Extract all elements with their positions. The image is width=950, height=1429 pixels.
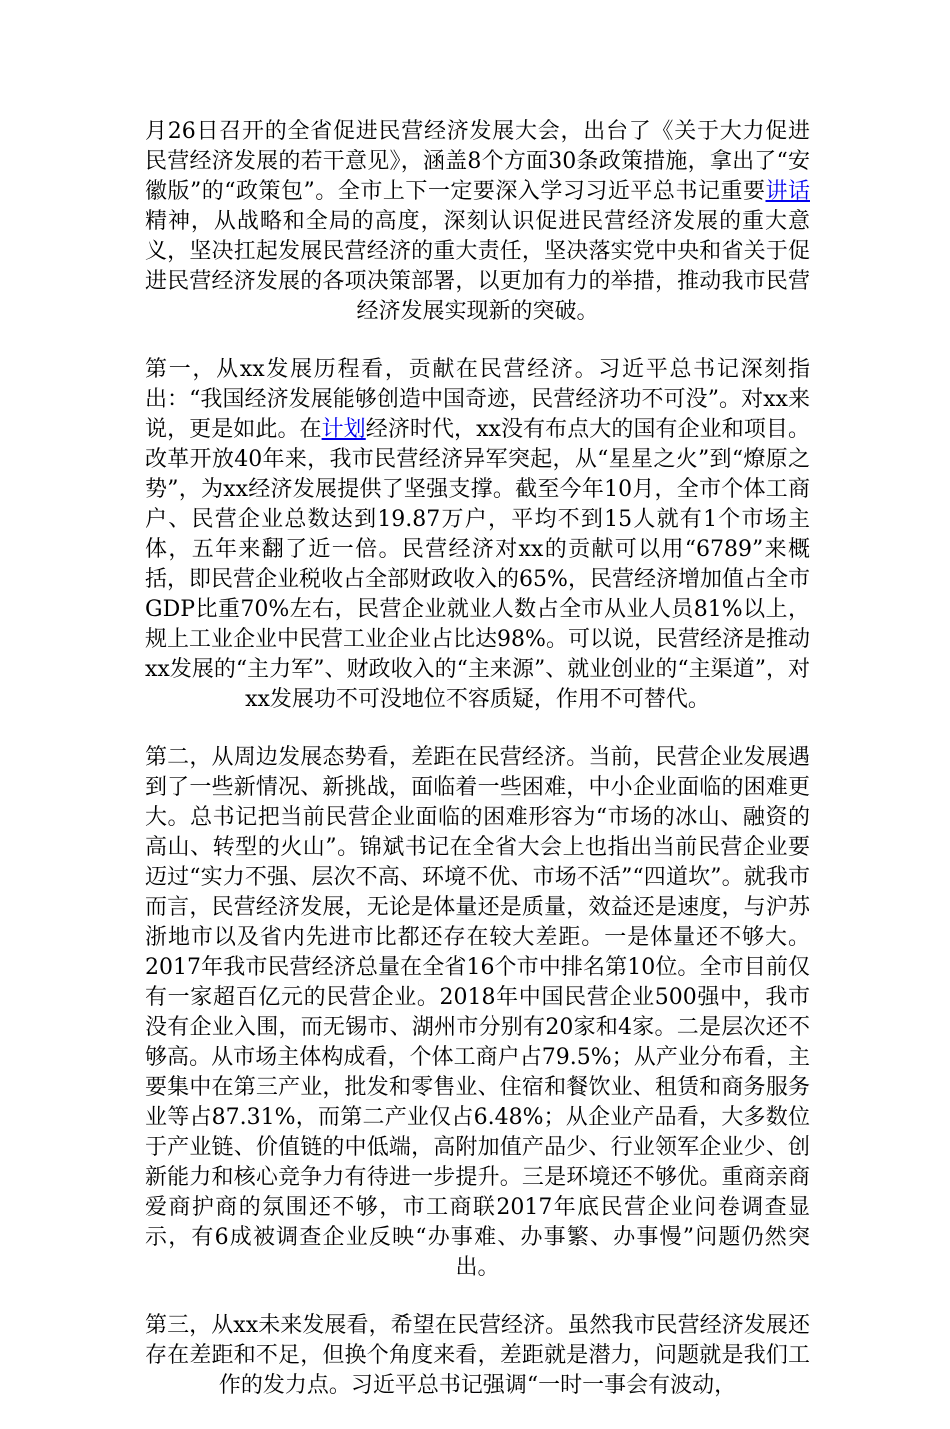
- document-page: [145, 117, 810, 1429]
- paragraph-text: 月26日召开的全省促进民营经济发展大会，出台了《关于大力促进民营经济发展的若干意见》，涵盖8个方面30条政策措施，拿出了“安徽版”的“政策包”。全市上下一定要深入学习习近平总书记重要: [145, 119, 810, 204]
- paragraph-text: 第三，从xx未来发展看，希望在民营经济。虽然我市民营经济发展还存在差距和不足，但换个角度来看，差距就是潜力，问题就是我们工作的发力点。习近平总书记强调“一时一事会有波动，: [145, 1313, 810, 1398]
- plan-link[interactable]: 计划: [321, 417, 366, 442]
- paragraph-first: [145, 355, 810, 715]
- paragraph-intro: [145, 117, 810, 327]
- paragraph-text: 精神，从战略和全局的高度，深刻认识促进民营经济发展的重大意义，坚决扛起发展民营经济的重大责任，坚决落实党中央和省关于促进民营经济发展的各项决策部署，以更加有力的举措，推动我市民营经济发展实现新的突破。: [145, 209, 810, 324]
- paragraph-third: [145, 1311, 810, 1401]
- paragraph-text: 第二，从周边发展态势看，差距在民营经济。当前，民营企业发展遇到了一些新情况、新挑战，面临着一些困难，中小企业面临的困难更大。总书记把当前民营企业面临的困难形容为“市场的冰山、融资的高山、转型的火山”。锦斌书记在全省大会上也指出当前民营企业要迈过“实力不强、层次不高、环境不优、市场不活”“四道坎”。就我市而言，民营经济发展，无论是体量还是质量，效益还是速度，与沪苏浙地市以及省内先进市比都还存在较大差距。一是体量还不够大。2017年我市民营经济总量在全省16个市中排名第10位。全市目前仅有一家超百亿元的民营企业。2018年中国民营企业500强中，我市没有企业入围，而无锡市、湖州市分别有20家和4家。二是层次还不够高。从市场主体构成看，个体工商户占79.5%；从产业分布看，主要集中在第三产业，批发和零售业、住宿和餐饮业、租赁和商务服务业等占87.31%，而第二产业仅占6.48%；从企业产品看，大多数位于产业链、价值链的中低端，高附加值产品少、行业领军企业少、创新能力和核心竞争力有待进一步提升。三是环境还不够优。重商亲商爱商护商的氛围还不够，市工商联2017年底民营企业问卷调查显示，有6成被调查企业反映“办事难、办事繁、办事慢”问题仍然突出。: [145, 745, 810, 1280]
- paragraph-text: 经济时代，xx没有布点大的国有企业和项目。改革开放40年来，我市民营经济异军突起，从“星星之火”到“燎原之势”，为xx经济发展提供了坚强支撑。截至今年10月，全市个体工商户、民营企业总数达到19.87万户，平均不到15人就有1个市场主体，五年来翻了近一倍。民营经济对xx的贡献可以用“6789”来概括，即民营企业税收占全部财政收入的65%，民营经济增加值占全市GDP比重70%左右，民营企业就业人数占全市从业人员81%以上，规上工业企业中民营工业企业占比达98%。可以说，民营经济是推动xx发展的“主力军”、财政收入的“主来源”、就业创业的“主渠道”，对xx发展功不可没地位不容质疑，作用不可替代。: [145, 417, 810, 712]
- speech-link[interactable]: 讲话: [765, 179, 810, 204]
- paragraph-second: [145, 743, 810, 1283]
- paragraph-text: 第一，从xx发展历程看，贡献在民营经济。习近平总书记深刻指出：“我国经济发展能够创造中国奇迹，民营经济功不可没”。对xx来说，更是如此。在: [145, 357, 810, 442]
